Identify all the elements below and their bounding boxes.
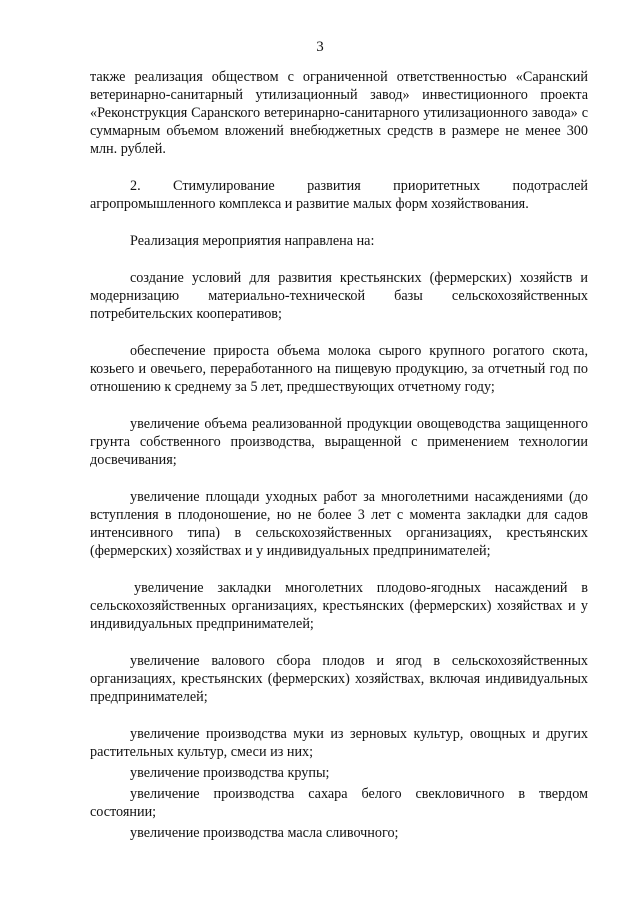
list-item: обеспечение прироста объема молока сырого крупного рогатого скота, козьего и овечьего, переработанного на пищевую продукцию, за отчетный год по отношению к среднему за 5 лет, предшествующих отчетному году; <box>90 343 588 395</box>
list-item: увеличение валового сбора плодов и ягод в сельскохозяйственных организациях, крестьянских (фермерских) хозяйствах, включая индивидуальных предпринимателей; <box>90 653 588 705</box>
page-number: 3 <box>316 39 324 55</box>
paragraph-project-continuation: также реализация обществом с ограниченной ответственностью «Саранский ветеринарно-санитарный утилизационный завод» инвестиционного проекта «Реконструкция Саранского ветеринарно-санитарного утилизационного завода» с суммарным объемом вложений внебюджетных средств в размере не менее 300 млн. рублей. <box>90 69 588 157</box>
paragraph-section-2-heading: 2. Стимулирование развития приоритетных подотраслей агропромышленного комплекса и развитие малых форм хозяйствования. <box>90 178 588 212</box>
list-item: увеличение площади уходных работ за многолетними насаждениями (до вступления в плодоношение, но не более 3 лет с момента закладки для садов интенсивного типа) в сельскохозяйственных организациях, крестьянских (фермерских) хозяйствах и у индивидуальных предпринимателей; <box>90 489 588 559</box>
document-body <box>90 68 588 842</box>
list-item: увеличение производства крупы; <box>130 765 330 781</box>
list-item: увеличение закладки многолетних плодово-ягодных насаждений в сельскохозяйственных организациях, крестьянских (фермерских) хозяйствах и у индивидуальных предпринимателей; <box>90 580 588 632</box>
list-item: увеличение производства масла сливочного; <box>130 825 399 841</box>
list-item: увеличение производства сахара белого свекловичного в твердом состоянии; <box>90 786 588 820</box>
list-item: увеличение производства муки из зерновых культур, овощных и других растительных культур, смеси из них; <box>90 726 588 760</box>
paragraph-intro: Реализация мероприятия направлена на: <box>130 233 375 249</box>
list-item: увеличение объема реализованной продукции овощеводства защищенного грунта собственного производства, выращенной с применением технологии досвечивания; <box>90 416 588 468</box>
list-item: создание условий для развития крестьянских (фермерских) хозяйств и модернизацию материально-технической базы сельскохозяйственных потребительских кооперативов; <box>90 270 588 322</box>
